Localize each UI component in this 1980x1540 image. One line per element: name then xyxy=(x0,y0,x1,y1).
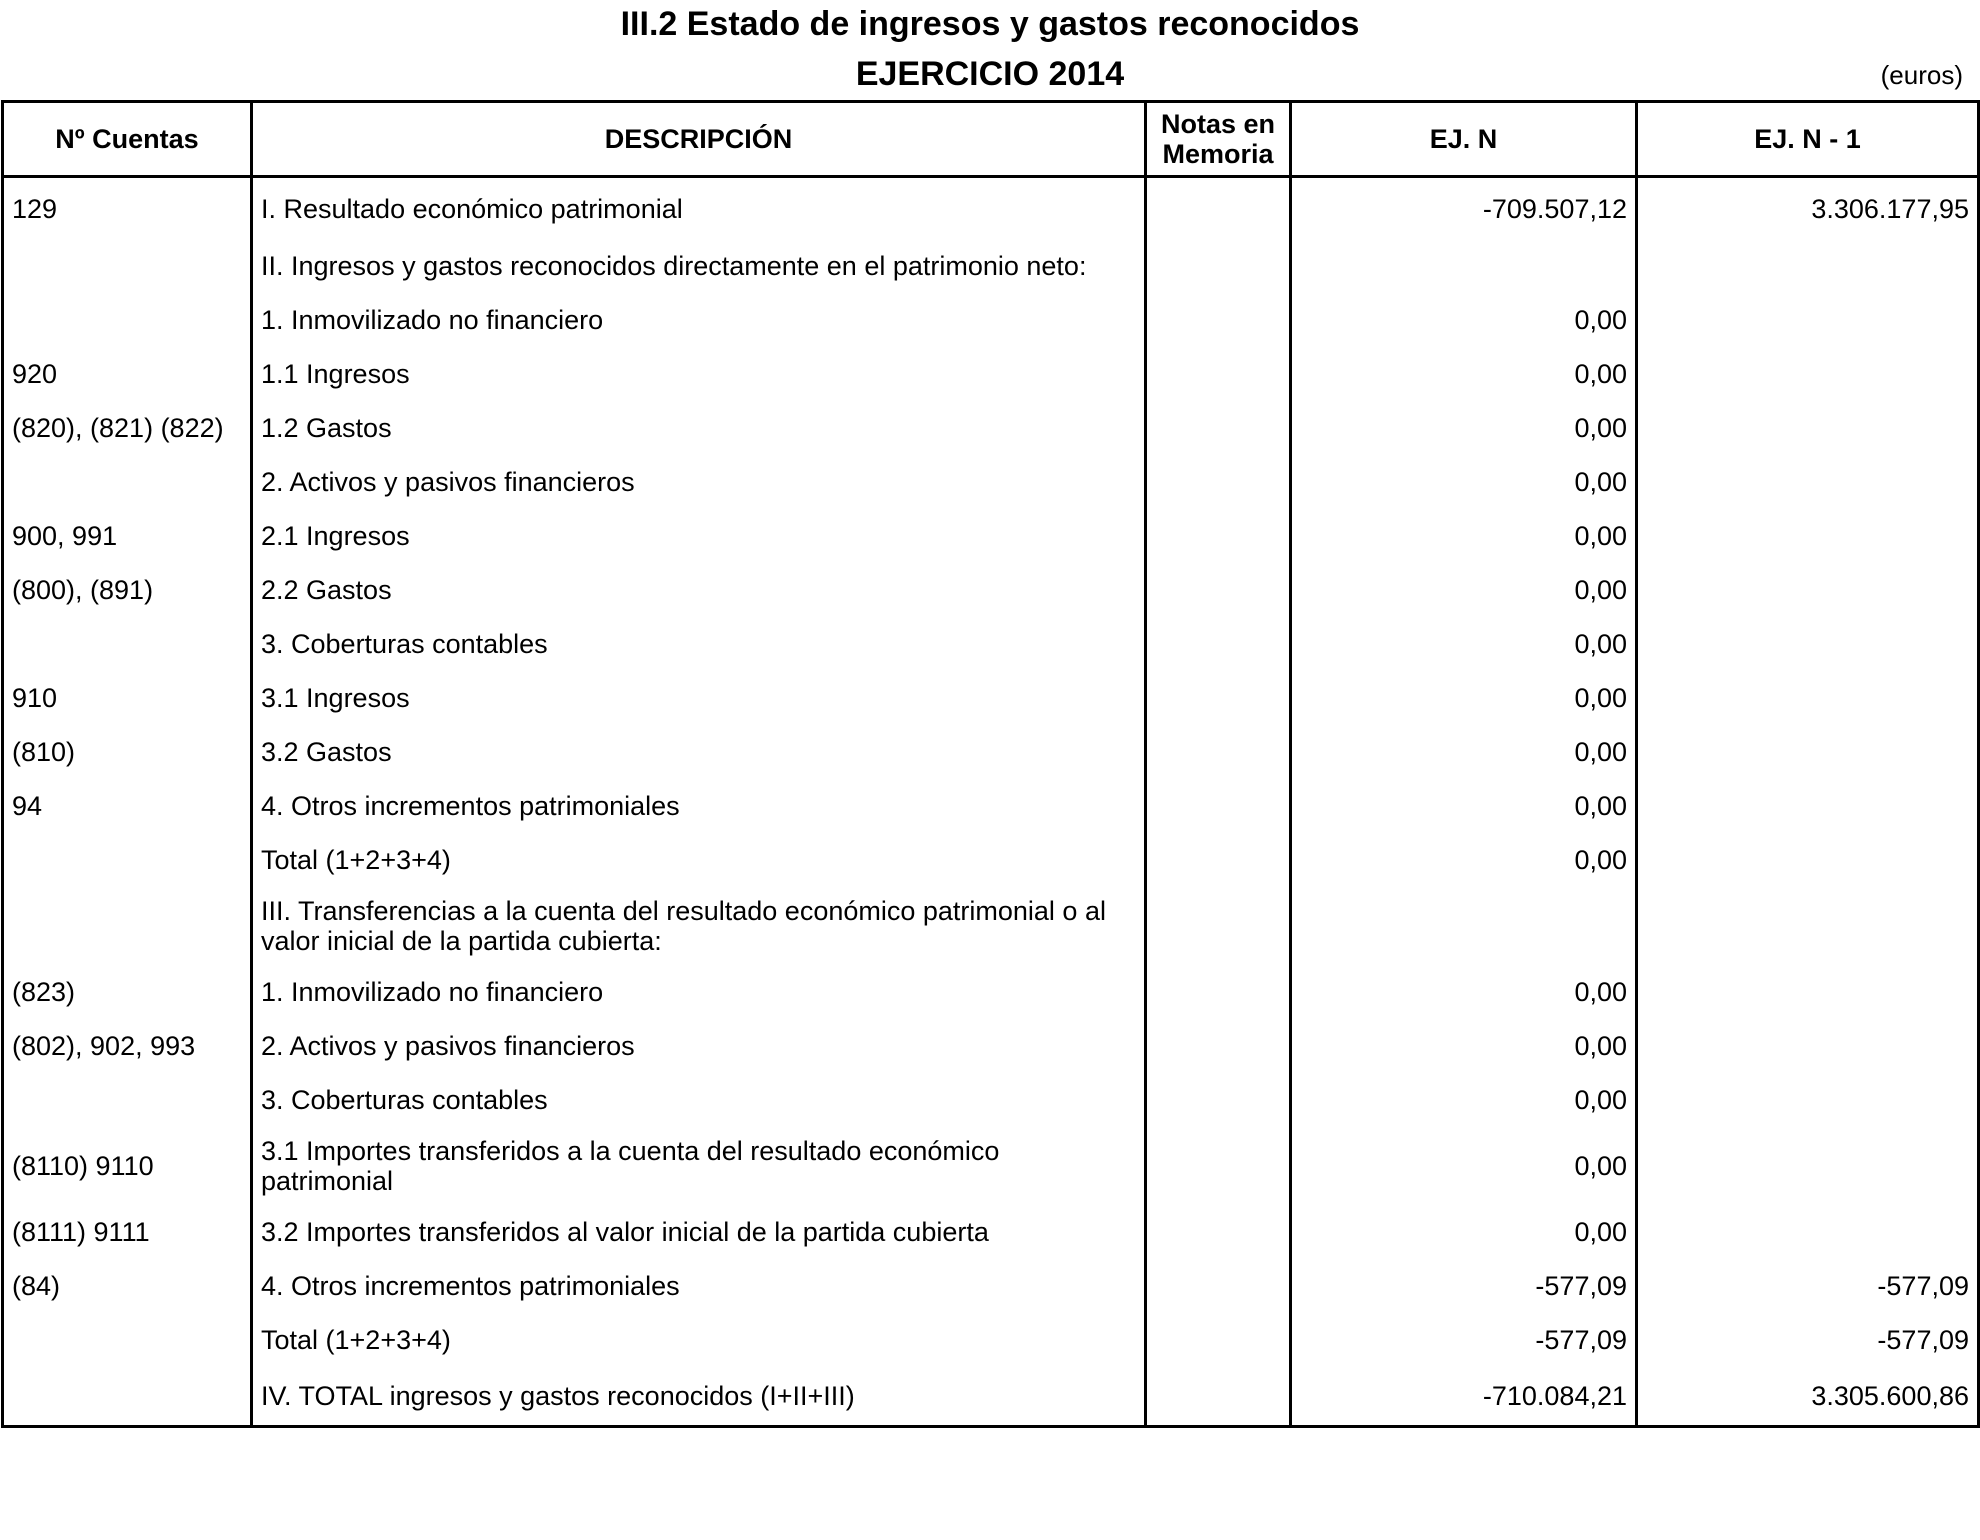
cell-notas xyxy=(1146,725,1291,779)
cell-notas xyxy=(1146,1205,1291,1259)
cell-descripcion: 3. Coberturas contables xyxy=(252,1073,1146,1127)
cell-ej-n1 xyxy=(1637,965,1979,1019)
header-descripcion: DESCRIPCIÓN xyxy=(252,102,1146,177)
cell-cuentas xyxy=(3,617,252,671)
table-row xyxy=(3,1259,1979,1313)
cell-cuentas xyxy=(3,1073,252,1127)
table-row xyxy=(3,509,1979,563)
cell-ej-n1 xyxy=(1637,887,1979,965)
table-row xyxy=(3,347,1979,401)
cell-descripcion: 1. Inmovilizado no financiero xyxy=(252,965,1146,1019)
header-notas: Notas en Memoria xyxy=(1146,102,1291,177)
table-row xyxy=(3,293,1979,347)
cell-ej-n: 0,00 xyxy=(1291,965,1637,1019)
cell-descripcion: 2. Activos y pasivos financieros xyxy=(252,1019,1146,1073)
cell-cuentas xyxy=(3,887,252,965)
cell-cuentas: 920 xyxy=(3,347,252,401)
cell-ej-n1 xyxy=(1637,563,1979,617)
cell-descripcion: 1.1 Ingresos xyxy=(252,347,1146,401)
page-title: III.2 Estado de ingresos y gastos reconocidos xyxy=(620,5,1360,43)
cell-descripcion: III. Transferencias a la cuenta del resultado económico patrimonial o al valor inicial de la partida cubierta: xyxy=(252,887,1146,965)
cell-cuentas: 910 xyxy=(3,671,252,725)
table-body xyxy=(3,177,1979,1427)
cell-ej-n: 0,00 xyxy=(1291,1019,1637,1073)
cell-descripcion: 3. Coberturas contables xyxy=(252,617,1146,671)
cell-cuentas: (800), (891) xyxy=(3,563,252,617)
cell-ej-n1 xyxy=(1637,779,1979,833)
cell-notas xyxy=(1146,563,1291,617)
cell-cuentas xyxy=(3,1313,252,1367)
cell-notas xyxy=(1146,509,1291,563)
cell-ej-n1 xyxy=(1637,833,1979,887)
cell-notas xyxy=(1146,347,1291,401)
cell-cuentas: (802), 902, 993 xyxy=(3,1019,252,1073)
cell-ej-n: 0,00 xyxy=(1291,725,1637,779)
table-row xyxy=(3,1313,1979,1367)
table-row xyxy=(3,1019,1979,1073)
cell-cuentas xyxy=(3,455,252,509)
cell-descripcion: IV. TOTAL ingresos y gastos reconocidos (I+II+III) xyxy=(252,1367,1146,1427)
income-expense-table xyxy=(1,100,1980,1428)
cell-cuentas: (8110) 9110 xyxy=(3,1127,252,1205)
cell-notas xyxy=(1146,1019,1291,1073)
cell-notas xyxy=(1146,293,1291,347)
table-row xyxy=(3,617,1979,671)
cell-ej-n: 0,00 xyxy=(1291,347,1637,401)
cell-notas xyxy=(1146,1259,1291,1313)
cell-notas xyxy=(1146,671,1291,725)
table-row xyxy=(3,887,1979,965)
cell-ej-n1: 3.305.600,86 xyxy=(1637,1367,1979,1427)
cell-ej-n: -577,09 xyxy=(1291,1313,1637,1367)
cell-descripcion: 1.2 Gastos xyxy=(252,401,1146,455)
cell-descripcion: 2.1 Ingresos xyxy=(252,509,1146,563)
cell-cuentas: 900, 991 xyxy=(3,509,252,563)
table-header xyxy=(3,102,1979,177)
header-ej-n: EJ. N xyxy=(1291,102,1637,177)
header-row xyxy=(3,102,1979,177)
cell-descripcion: 4. Otros incrementos patrimoniales xyxy=(252,779,1146,833)
cell-notas xyxy=(1146,965,1291,1019)
cell-ej-n1 xyxy=(1637,239,1979,293)
cell-ej-n1 xyxy=(1637,1019,1979,1073)
cell-ej-n: 0,00 xyxy=(1291,1205,1637,1259)
cell-ej-n xyxy=(1291,887,1637,965)
cell-ej-n1 xyxy=(1637,725,1979,779)
cell-ej-n1 xyxy=(1637,671,1979,725)
cell-descripcion: 3.1 Ingresos xyxy=(252,671,1146,725)
cell-descripcion: II. Ingresos y gastos reconocidos directamente en el patrimonio neto: xyxy=(252,239,1146,293)
table-row xyxy=(3,455,1979,509)
cell-ej-n: -577,09 xyxy=(1291,1259,1637,1313)
cell-ej-n: 0,00 xyxy=(1291,671,1637,725)
cell-ej-n1 xyxy=(1637,509,1979,563)
cell-notas xyxy=(1146,455,1291,509)
cell-notas xyxy=(1146,887,1291,965)
table-row xyxy=(3,239,1979,293)
cell-descripcion: 2.2 Gastos xyxy=(252,563,1146,617)
cell-cuentas: (8111) 9111 xyxy=(3,1205,252,1259)
cell-ej-n: 0,00 xyxy=(1291,401,1637,455)
table-row xyxy=(3,965,1979,1019)
cell-ej-n1: -577,09 xyxy=(1637,1313,1979,1367)
cell-ej-n xyxy=(1291,239,1637,293)
table-row xyxy=(3,671,1979,725)
cell-cuentas: (823) xyxy=(3,965,252,1019)
cell-ej-n: 0,00 xyxy=(1291,1127,1637,1205)
header-ej-n1: EJ. N - 1 xyxy=(1637,102,1979,177)
page-subtitle: EJERCICIO 2014 xyxy=(855,55,1125,93)
cell-notas xyxy=(1146,833,1291,887)
cell-ej-n1 xyxy=(1637,1073,1979,1127)
cell-ej-n1 xyxy=(1637,1127,1979,1205)
cell-notas xyxy=(1146,617,1291,671)
cell-cuentas: (820), (821) (822) xyxy=(3,401,252,455)
table-row xyxy=(3,563,1979,617)
cell-ej-n: -709.507,12 xyxy=(1291,177,1637,240)
cell-ej-n1 xyxy=(1637,617,1979,671)
table-row xyxy=(3,779,1979,833)
cell-cuentas: 129 xyxy=(3,177,252,240)
cell-descripcion: 3.1 Importes transferidos a la cuenta del resultado económico patrimonial xyxy=(252,1127,1146,1205)
cell-descripcion: 2. Activos y pasivos financieros xyxy=(252,455,1146,509)
cell-ej-n: 0,00 xyxy=(1291,779,1637,833)
cell-descripcion: 3.2 Importes transferidos al valor inicial de la partida cubierta xyxy=(252,1205,1146,1259)
cell-ej-n: 0,00 xyxy=(1291,509,1637,563)
units-label: (euros) xyxy=(1880,60,1963,90)
cell-ej-n: 0,00 xyxy=(1291,563,1637,617)
cell-ej-n1: 3.306.177,95 xyxy=(1637,177,1979,240)
cell-notas xyxy=(1146,1073,1291,1127)
table-row xyxy=(3,1367,1979,1427)
cell-descripcion: 1. Inmovilizado no financiero xyxy=(252,293,1146,347)
cell-descripcion: Total (1+2+3+4) xyxy=(252,833,1146,887)
cell-notas xyxy=(1146,1127,1291,1205)
cell-ej-n1: -577,09 xyxy=(1637,1259,1979,1313)
cell-notas xyxy=(1146,177,1291,240)
cell-ej-n1 xyxy=(1637,1205,1979,1259)
cell-notas xyxy=(1146,239,1291,293)
cell-ej-n: 0,00 xyxy=(1291,455,1637,509)
cell-ej-n: 0,00 xyxy=(1291,1073,1637,1127)
table-row xyxy=(3,1073,1979,1127)
cell-descripcion: Total (1+2+3+4) xyxy=(252,1313,1146,1367)
cell-ej-n1 xyxy=(1637,401,1979,455)
cell-ej-n1 xyxy=(1637,347,1979,401)
cell-notas xyxy=(1146,401,1291,455)
cell-cuentas: (810) xyxy=(3,725,252,779)
header-cuentas: Nº Cuentas xyxy=(3,102,252,177)
cell-ej-n: -710.084,21 xyxy=(1291,1367,1637,1427)
cell-ej-n: 0,00 xyxy=(1291,833,1637,887)
cell-cuentas xyxy=(3,833,252,887)
cell-cuentas: (84) xyxy=(3,1259,252,1313)
table-row xyxy=(3,1205,1979,1259)
cell-notas xyxy=(1146,1367,1291,1427)
cell-cuentas: 94 xyxy=(3,779,252,833)
table-row xyxy=(3,1127,1979,1205)
cell-descripcion: 4. Otros incrementos patrimoniales xyxy=(252,1259,1146,1313)
cell-notas xyxy=(1146,779,1291,833)
table-row xyxy=(3,401,1979,455)
cell-ej-n: 0,00 xyxy=(1291,293,1637,347)
table-row xyxy=(3,833,1979,887)
cell-ej-n: 0,00 xyxy=(1291,617,1637,671)
cell-descripcion: 3.2 Gastos xyxy=(252,725,1146,779)
cell-cuentas xyxy=(3,239,252,293)
table-row xyxy=(3,177,1979,240)
cell-ej-n1 xyxy=(1637,293,1979,347)
cell-cuentas xyxy=(3,293,252,347)
table-row xyxy=(3,725,1979,779)
cell-cuentas xyxy=(3,1367,252,1427)
cell-notas xyxy=(1146,1313,1291,1367)
cell-ej-n1 xyxy=(1637,455,1979,509)
cell-descripcion: I. Resultado económico patrimonial xyxy=(252,177,1146,240)
